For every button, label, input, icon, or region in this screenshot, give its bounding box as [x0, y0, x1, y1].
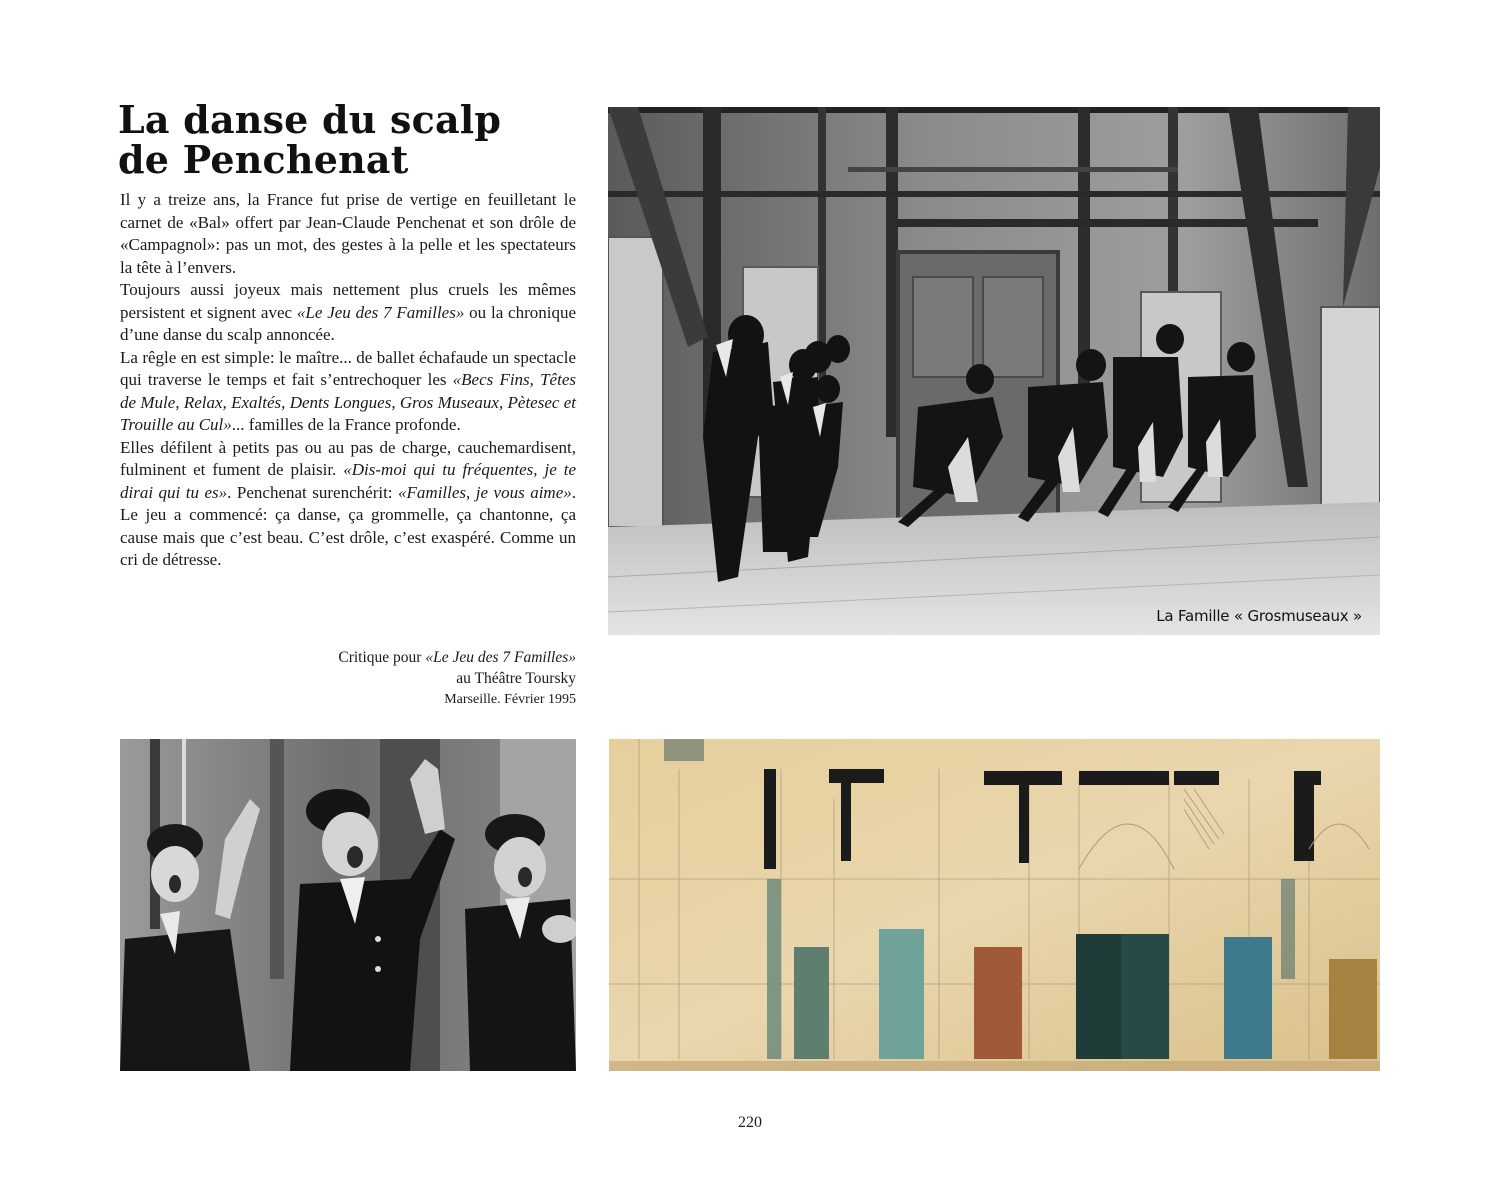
- credit-line-1: [338, 647, 576, 668]
- paragraph-text: Toujours aussi joyeux mais nettement plus cruels les mêmes persistent et signent avec: [120, 280, 576, 322]
- paragraph-text: . Le jeu a commencé: ça danse, ça grommelle, ça chantonne, ça cause mais que c’est beau. C’est drôle, c’est exaspéré. Comme un cri de détresse.: [120, 482, 576, 569]
- paragraph-text: ... familles de la France profonde.: [231, 415, 461, 434]
- paragraph-text: La rêgle en est simple: le maître... de ballet échafaude un spectacle qui traverse le temps et fait s’entrechoquer les: [120, 347, 576, 389]
- credit-place-date: Marseille. Février 1995: [444, 692, 576, 707]
- paragraph-text: Elles défilent à petits pas ou au pas de charge, cauchemardisent, fulminent et fument de plaisir.: [120, 437, 576, 479]
- italic-quote: «Dis-moi qui tu fréquentes, je te dirai qui tu es»: [120, 460, 577, 502]
- article-paragraph: [120, 189, 576, 279]
- main-photo-caption: La Famille « Grosmuseaux »: [1156, 607, 1362, 625]
- credit-prefix: Critique pour: [338, 649, 426, 666]
- italic-quote: «Le Jeu des 7 Familles»: [296, 302, 465, 322]
- stage-photo-family-line: [608, 107, 1380, 635]
- article-credit: [338, 647, 576, 710]
- credit-venue: au Théâtre Toursky: [456, 670, 576, 687]
- article-title-line-2: de Penchenat: [118, 137, 409, 182]
- italic-quote: «Becs Fins, Têtes de Mule, Relax, Exaltés, Dents Longues, Gros Museaux, Pètesec et Trouille au Cul»: [120, 370, 576, 434]
- paragraph-text: ou la chronique d’une danse du scalp annoncée.: [120, 302, 577, 344]
- article-title-line-1: La danse du scalp: [118, 97, 502, 142]
- article-paragraph: [120, 279, 576, 347]
- paragraph-text: Il y a treize ans, la France fut prise de vertige en feuilletant le carnet de «Bal» offert par Jean-Claude Penchenat et son drôle de «Campagnol»: pas un mot, des gestes à la pelle et les spectateurs la tête à l’envers.: [120, 190, 576, 277]
- set-design-image: [609, 739, 1380, 1071]
- stage-photo-three-singers: [120, 739, 576, 1071]
- page-number: 220: [738, 1114, 762, 1131]
- article-paragraph: [120, 347, 576, 437]
- credit-work-title: «Le Jeu des 7 Familles»: [425, 649, 576, 666]
- article-paragraph: [120, 437, 576, 572]
- italic-quote: «Familles, je vous aime»: [398, 482, 572, 502]
- paragraph-text: . Penchenat surenchérit:: [227, 482, 399, 502]
- three-singers-image: [120, 739, 576, 1071]
- article-title: [118, 97, 588, 182]
- article-body: [120, 189, 576, 572]
- set-design-painting: [609, 739, 1380, 1071]
- stage-photo-image: [608, 107, 1380, 635]
